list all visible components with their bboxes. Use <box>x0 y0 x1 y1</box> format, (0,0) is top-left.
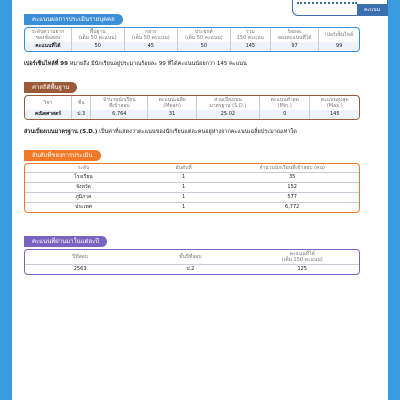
table-cell: จังหวัด <box>25 183 142 193</box>
percentile-note <box>24 60 360 68</box>
table-cell: 2563 <box>25 265 135 275</box>
header-cell: วิชา <box>43 100 53 106</box>
table-cell: 1 <box>142 193 226 203</box>
header-cell: รวม 150 คะแนน <box>230 28 270 42</box>
ranking-table-box <box>24 163 360 213</box>
table-row <box>25 42 359 51</box>
header-cell: ร้อยละ ของคะแนนที่ได้ <box>270 28 318 42</box>
header-cell: ชั้นปีที่สอบ <box>179 254 202 260</box>
section-title: คะแนนที่ผ่านมาในแต่ละปี <box>24 236 107 247</box>
past-scores-section <box>24 228 360 275</box>
sd-note-text: เป็นค่าที่แสดงว่าคะแนนของนักเรียนแต่ละคนอยู่ห่างจากคะแนนเฉลี่ยประมาณเท่าใด <box>97 129 297 135</box>
report-page <box>12 0 388 400</box>
header-cell: พื้นฐาน (เต็ม 50 คะแนน) <box>71 28 124 42</box>
table-cell: 31 <box>148 110 197 119</box>
header-cell: ระดับ <box>77 165 90 171</box>
header-cell: อันดับที่ <box>175 165 192 171</box>
individual-score-table <box>25 28 359 51</box>
table-cell: 152 <box>225 183 359 193</box>
table-row <box>25 265 359 275</box>
header-cell: คะแนนต่ำสุด (Min.) <box>259 96 310 110</box>
table-row <box>25 193 359 203</box>
table-cell: 145 <box>310 110 359 119</box>
table-cell: 45 <box>124 42 177 51</box>
header-cell: จำนวนนักเรียน ที่เข้าสอบ <box>91 96 148 110</box>
sd-note-bold: ส่วนเบี่ยงเบนมาตรฐาน (S.D.) <box>24 129 98 135</box>
basic-stats-table-box <box>24 95 360 120</box>
table-cell: 6,772 <box>225 203 359 213</box>
sd-note <box>24 128 360 136</box>
row-label: คณิตศาสตร์ <box>25 110 71 119</box>
table-cell: 0 <box>259 110 310 119</box>
basic-stats-section <box>24 74 360 120</box>
table-cell: โรงเรียน <box>25 173 142 183</box>
table-row <box>25 173 359 183</box>
table-cell: 50 <box>177 42 230 51</box>
table-cell: ป.3 <box>71 110 91 119</box>
table-cell: 50 <box>71 42 124 51</box>
header-cell: คะแนนที่ได้ (เต็ม 150 คะแนน) <box>281 251 323 263</box>
header-cell: คะแนนสูงสุด (Max.) <box>310 96 359 110</box>
table-cell: 97 <box>270 42 318 51</box>
table-cell: 1 <box>142 173 226 183</box>
past-scores-table-box <box>24 249 360 275</box>
table-cell: 125 <box>245 265 359 275</box>
percentile-note-bold: เปอร์เซ็นไทล์ที่ 99 <box>24 61 68 67</box>
ranking-table <box>25 164 359 212</box>
table-cell: 99 <box>319 42 359 51</box>
table-cell: ภูมิภาค <box>25 193 142 203</box>
table-cell: 25.02 <box>196 110 259 119</box>
corner-tag: คะแนน <box>357 4 387 16</box>
basic-stats-table <box>25 96 359 119</box>
header-cell: ปีที่สอบ <box>72 254 88 260</box>
header-cell: เปอร์เซ็นไทล์ <box>319 28 359 42</box>
header-cell: จำนวนนักเรียนที่เข้าสอบ (คน) <box>259 165 325 171</box>
table-row <box>25 110 359 119</box>
section-title: คะแนนผลการประเมินรายบุคคล <box>24 14 123 25</box>
table-cell: 577 <box>225 193 359 203</box>
table-cell: 1 <box>142 203 226 213</box>
header-cell: กลาง (เต็ม 50 คะแนน) <box>124 28 177 42</box>
table-cell: 1 <box>142 183 226 193</box>
section-title: ค่าสถิติพื้นฐาน <box>24 82 77 93</box>
table-cell: ป.2 <box>135 265 245 275</box>
individual-score-section <box>24 6 360 52</box>
header-cell: ส่วนเบี่ยงเบน มาตรฐาน (S.D.) <box>196 96 259 110</box>
section-title: อันดับที่ของการประเมิน <box>24 150 101 161</box>
table-cell: 35 <box>225 173 359 183</box>
past-scores-table <box>25 250 359 274</box>
table-row <box>25 183 359 193</box>
row-label: คะแนนที่ได้ <box>25 42 71 51</box>
header-cell: ระดับความยาก ของข้อสอบ <box>31 29 65 41</box>
table-row <box>25 203 359 213</box>
individual-score-table-box <box>24 27 360 52</box>
table-cell: 6,764 <box>91 110 148 119</box>
ranking-section <box>24 142 360 213</box>
table-cell: 145 <box>230 42 270 51</box>
header-cell: ชั้น <box>71 96 91 110</box>
header-cell: คะแนนเฉลี่ย (Mean) <box>148 96 197 110</box>
percentile-note-text: หมายถึง มีนักเรียนอยู่ประมาณร้อยละ 99 ที่ได้คะแนนน้อยกว่า 145 คะแนน <box>67 61 247 67</box>
table-cell: ประเทศ <box>25 203 142 213</box>
header-cell: ประยุกต์ (เต็ม 50 คะแนน) <box>177 28 230 42</box>
